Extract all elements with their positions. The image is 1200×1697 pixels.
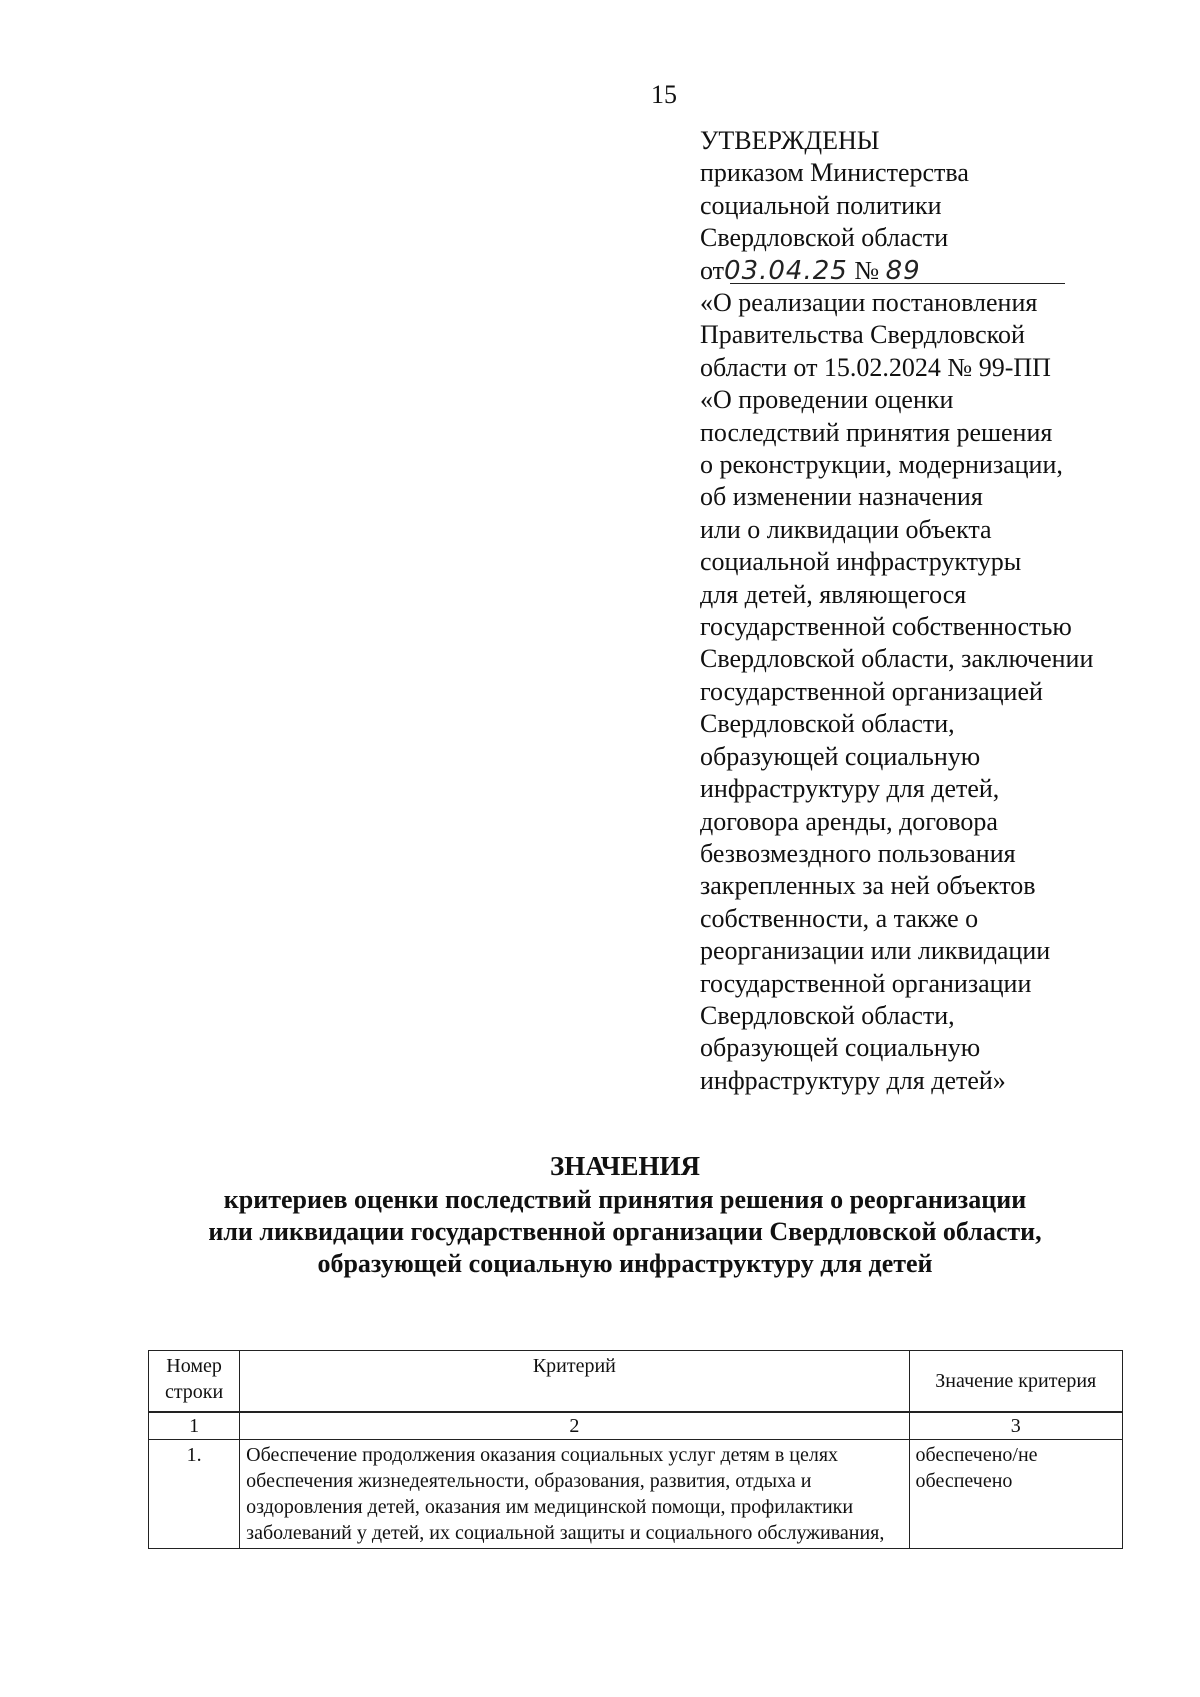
date-underline bbox=[730, 283, 1065, 284]
approval-heading: УТВЕРЖДЕНЫ bbox=[700, 126, 880, 155]
row-number: 1. bbox=[149, 1440, 240, 1549]
approval-line: государственной организации bbox=[700, 968, 1032, 998]
header-criterion: Критерий bbox=[240, 1351, 909, 1413]
approval-line: «О проведении оценки bbox=[700, 385, 954, 415]
approval-line: Свердловской области, bbox=[700, 1000, 955, 1030]
numbering-cell: 3 bbox=[909, 1412, 1122, 1440]
handwritten-number: 89 bbox=[885, 255, 921, 286]
approval-line: об изменении назначения bbox=[700, 482, 983, 512]
number-prefix: № bbox=[854, 255, 880, 285]
criteria-table bbox=[148, 1350, 1123, 1549]
numbering-cell: 2 bbox=[240, 1412, 909, 1440]
approval-line: «О реализации постановления bbox=[700, 288, 1038, 318]
row-criterion: Обеспечение продолжения оказания социальных услуг детям в целях обеспечения жизнедеятельности, образования, развития, отдыха и оздоровления детей, оказания им медицинской помощи, профилактики заболеваний у детей, их социальной защиты и социального обслуживания, bbox=[240, 1440, 909, 1549]
table-header-row bbox=[149, 1351, 1123, 1413]
handwritten-date: 03.04.25 bbox=[724, 255, 848, 286]
approval-line: закрепленных за ней объектов bbox=[700, 871, 1036, 901]
numbering-cell: 1 bbox=[149, 1412, 240, 1440]
title-line: образующей социальную инфраструктуру для детей bbox=[317, 1249, 933, 1278]
approval-line: инфраструктуру для детей» bbox=[700, 1065, 1006, 1095]
title-line: критериев оценки последствий принятия решения о реорганизации bbox=[223, 1185, 1027, 1214]
approval-line: государственной организацией bbox=[700, 676, 1043, 706]
approval-line: безвозмездного пользования bbox=[700, 838, 1016, 868]
approval-date-line bbox=[700, 255, 1170, 287]
approval-line: собственности, а также о bbox=[700, 903, 979, 933]
approval-line: приказом Министерства bbox=[700, 158, 969, 188]
approval-line: Свердловской области, bbox=[700, 709, 955, 739]
title-heading: ЗНАЧЕНИЯ bbox=[550, 1151, 700, 1181]
approval-line: последствий принятия решения bbox=[700, 417, 1053, 447]
table-row bbox=[149, 1440, 1123, 1549]
approval-line: государственной собственностью bbox=[700, 612, 1072, 642]
approval-line: инфраструктуру для детей, bbox=[700, 774, 1000, 804]
header-row-number: Номер строки bbox=[149, 1351, 240, 1413]
title-line: или ликвидации государственной организации Свердловской области, bbox=[208, 1217, 1042, 1246]
approval-line: образующей социальную bbox=[700, 741, 981, 771]
approval-line: договора аренды, договора bbox=[700, 806, 998, 836]
approval-line: или о ликвидации объекта bbox=[700, 514, 992, 544]
header-criterion-value: Значение критерия bbox=[909, 1351, 1122, 1413]
date-prefix: от bbox=[700, 255, 725, 285]
approval-line: области от 15.02.2024 № 99-ПП bbox=[700, 352, 1051, 382]
approval-line: для детей, являющегося bbox=[700, 579, 967, 609]
document-title bbox=[130, 1150, 1120, 1280]
approval-line: образующей социальную bbox=[700, 1033, 981, 1063]
approval-line: социальной политики bbox=[700, 190, 942, 220]
approval-line: Свердловской области, заключении bbox=[700, 644, 1094, 674]
approval-line: социальной инфраструктуры bbox=[700, 547, 1022, 577]
page-number: 15 bbox=[651, 80, 677, 109]
approval-line: реорганизации или ликвидации bbox=[700, 936, 1051, 966]
approval-line: о реконструкции, модернизации, bbox=[700, 450, 1063, 480]
approval-line: Свердловской области bbox=[700, 223, 949, 253]
row-value: обеспечено/не обеспечено bbox=[909, 1440, 1122, 1549]
table-numbering-row bbox=[149, 1412, 1123, 1440]
approval-line: Правительства Свердловской bbox=[700, 320, 1025, 350]
approval-block bbox=[700, 125, 1170, 1097]
